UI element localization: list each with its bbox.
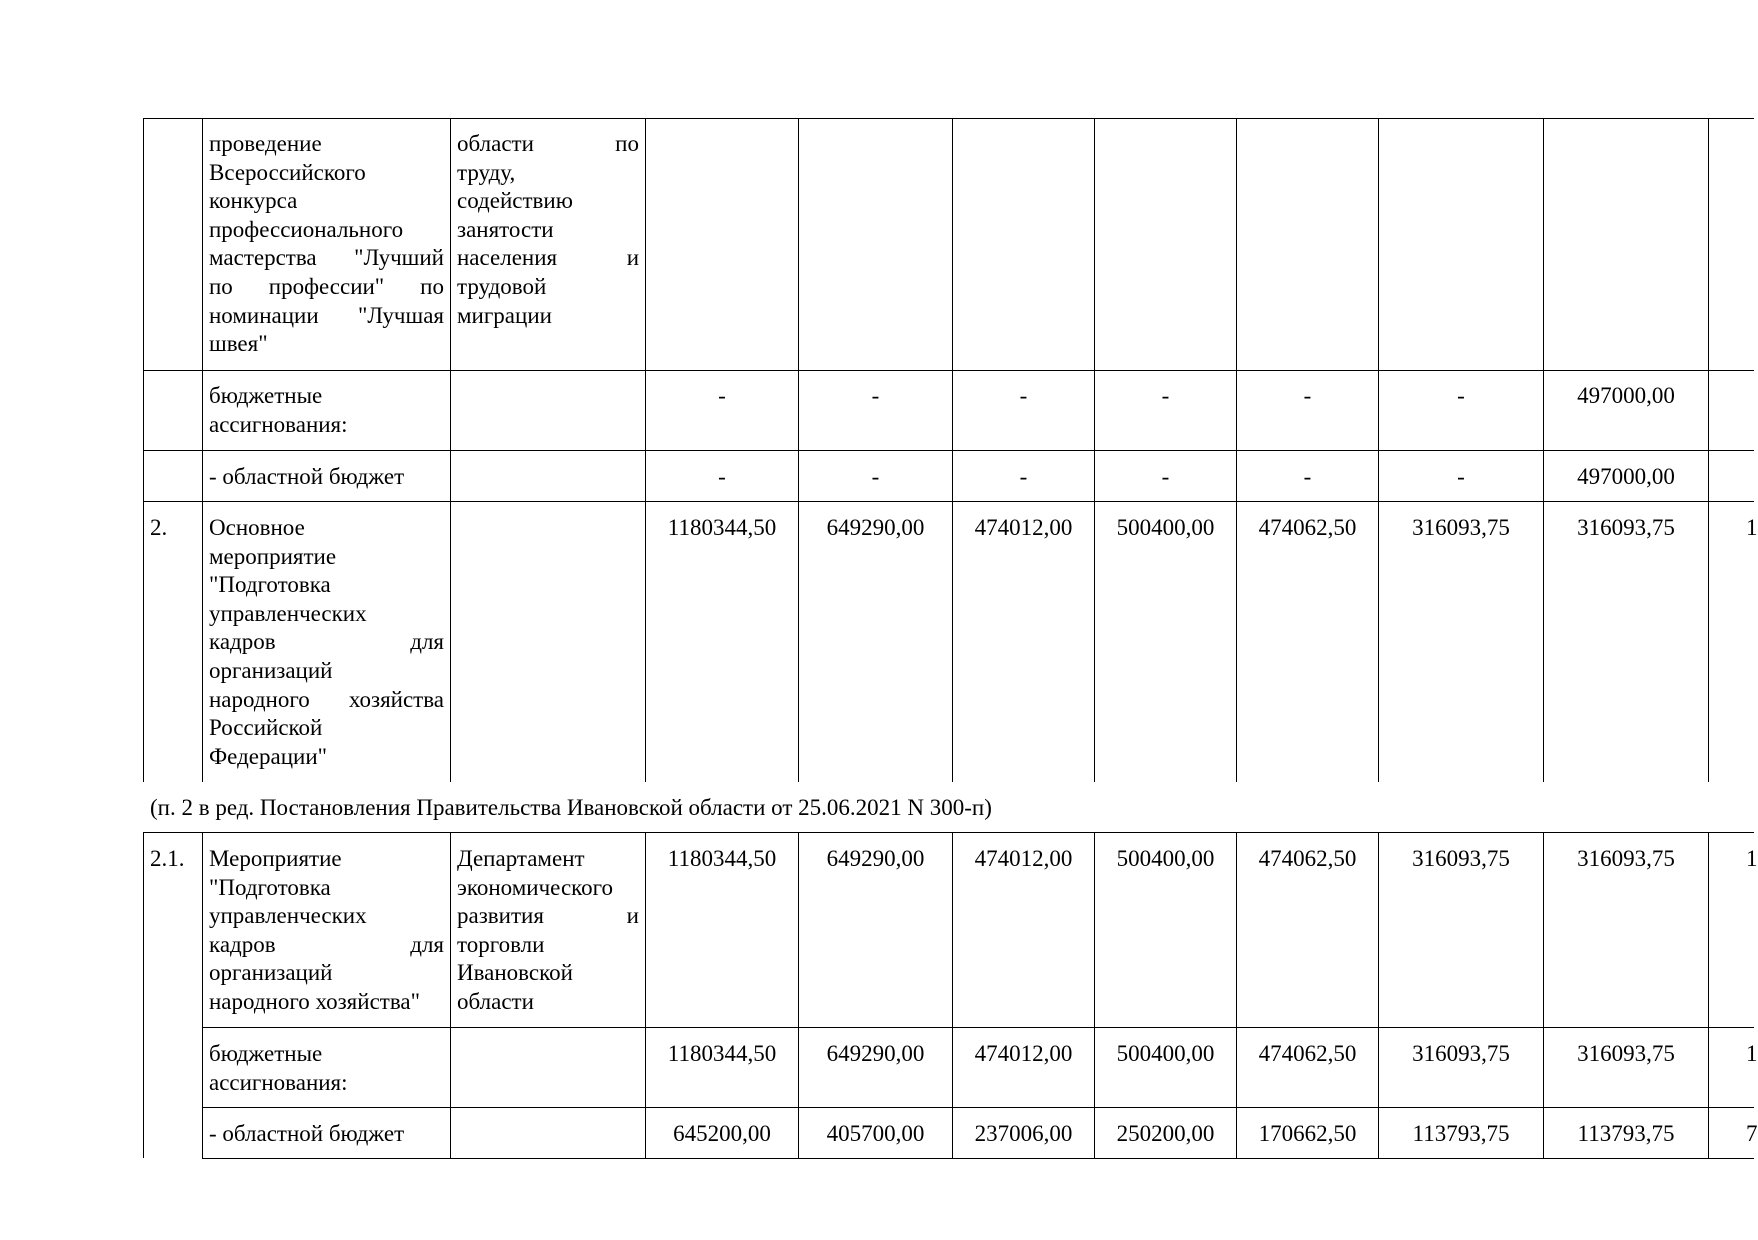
- text-line: содействию: [457, 188, 573, 214]
- text-line: миграции: [457, 302, 552, 328]
- text-line: Российской: [209, 715, 323, 741]
- row5-value-3: 474012,00: [974, 846, 1073, 871]
- column-border: [450, 118, 451, 782]
- row3-value-1: -: [718, 464, 726, 489]
- column-border: [952, 118, 953, 782]
- row7-name-cell: - областной бюджет: [209, 1121, 405, 1146]
- row6-value-5: 474062,50: [1258, 1041, 1357, 1066]
- row5-number-cell: 2.1.: [150, 846, 185, 871]
- amendment-note: (п. 2 в ред. Постановления Правительства Ивановской области от 25.06.2021 N 300-п): [150, 795, 992, 820]
- row4-value-1: 1180344,50: [667, 515, 777, 540]
- text-line: развития и: [457, 903, 639, 929]
- text-line: швея": [209, 331, 268, 357]
- row4-value-6: 316093,75: [1412, 515, 1510, 540]
- column-border: [798, 118, 799, 782]
- text-line: Департамент: [457, 846, 585, 871]
- text-line: управленческих: [209, 903, 367, 929]
- text-line: профессионального: [209, 216, 404, 242]
- row7-value-1: 645200,00: [673, 1121, 771, 1146]
- row3-value-4: -: [1161, 464, 1170, 489]
- column-border: [1378, 832, 1379, 1158]
- column-border: [645, 832, 646, 1158]
- row6-value-1: 1180344,50: [667, 1041, 777, 1066]
- text-line: организаций: [209, 657, 333, 683]
- text-line: экономического: [457, 874, 614, 900]
- text-line: кадров для: [209, 629, 444, 655]
- column-border: [1708, 118, 1709, 782]
- text-line: мастерства "Лучший: [209, 245, 444, 271]
- text-line: "Подготовка: [209, 874, 331, 900]
- text-line: проведение: [209, 131, 322, 156]
- row1-name-cell: [209, 130, 444, 359]
- row6-value-7: 316093,75: [1577, 1041, 1675, 1066]
- row-border: [202, 1158, 1754, 1159]
- row2-value-6: -: [1457, 383, 1465, 408]
- row3-value-3: -: [1019, 464, 1028, 489]
- row4-name-cell: [209, 514, 444, 771]
- row3-value-2: -: [871, 464, 880, 489]
- row-border: [143, 450, 1754, 451]
- row4-number-cell: 2.: [150, 515, 168, 540]
- column-border: [143, 832, 144, 1158]
- row2-value-1: -: [718, 383, 726, 408]
- row5-value-4: 500400,00: [1116, 846, 1215, 871]
- row5-value-1: 1180344,50: [667, 846, 777, 871]
- row6-value-2: 649290,00: [826, 1041, 925, 1066]
- row5-executor-cell: [457, 845, 639, 1017]
- text-line: управленческих: [209, 600, 367, 626]
- row2-value-7: 497000,00: [1577, 383, 1675, 408]
- row-border: [143, 832, 1754, 833]
- text-line: кадров для: [209, 931, 444, 957]
- row5-value-8: 1: [1746, 846, 1758, 871]
- row4-value-3: 474012,00: [974, 515, 1073, 540]
- row3-value-7: 497000,00: [1577, 464, 1675, 489]
- text-line: области по: [457, 131, 639, 156]
- row4-value-8: 1: [1746, 515, 1758, 540]
- row7-value-5: 170662,50: [1258, 1121, 1357, 1146]
- text-line: Мероприятие: [209, 846, 342, 871]
- text-line: занятости: [457, 216, 554, 242]
- row3-name-cell: - областной бюджет: [209, 464, 405, 489]
- row7-value-6: 113793,75: [1412, 1121, 1510, 1146]
- row4-value-7: 316093,75: [1577, 515, 1675, 540]
- column-border: [798, 832, 799, 1158]
- column-border: [202, 118, 203, 782]
- row3-value-5: -: [1303, 464, 1312, 489]
- row7-value-2: 405700,00: [826, 1121, 925, 1146]
- row4-value-2: 649290,00: [826, 515, 925, 540]
- row2-value-4: -: [1161, 383, 1170, 408]
- row1-executor-cell: [457, 130, 639, 330]
- row-border: [202, 1027, 1754, 1028]
- text-line: области: [457, 988, 534, 1014]
- column-border: [1236, 118, 1237, 782]
- column-border: [450, 832, 451, 1158]
- column-border: [952, 832, 953, 1158]
- column-border: [1543, 118, 1544, 782]
- text-line: трудовой: [457, 273, 547, 299]
- row5-value-5: 474062,50: [1258, 846, 1357, 871]
- row4-value-5: 474062,50: [1258, 515, 1357, 540]
- text-line: по профессии" по: [209, 273, 444, 299]
- column-border: [1708, 832, 1709, 1158]
- row7-value-3: 237006,00: [974, 1121, 1073, 1146]
- row6-name-cell: [209, 1040, 348, 1097]
- text-line: населения и: [457, 245, 639, 271]
- text-line: Федерации": [209, 743, 328, 769]
- row5-value-7: 316093,75: [1577, 846, 1675, 871]
- column-border: [1094, 118, 1095, 782]
- text-line: торговли: [457, 931, 545, 957]
- row2-value-3: -: [1019, 383, 1028, 408]
- column-border: [1094, 832, 1095, 1158]
- text-line: "Подготовка: [209, 572, 331, 598]
- row-border: [202, 1107, 1754, 1108]
- row7-value-8: 7: [1746, 1121, 1758, 1146]
- row6-value-3: 474012,00: [974, 1041, 1073, 1066]
- text-line: Основное: [209, 515, 305, 540]
- text-line: организаций: [209, 960, 333, 986]
- row7-value-7: 113793,75: [1577, 1121, 1675, 1146]
- row2-value-5: -: [1303, 383, 1312, 408]
- row6-value-8: 1: [1746, 1041, 1758, 1066]
- text-line: ассигнования:: [209, 411, 348, 437]
- text-line: номинации "Лучшая: [209, 302, 444, 328]
- text-line: труду,: [457, 159, 516, 185]
- text-line: народного хозяйства": [209, 988, 420, 1014]
- column-border: [143, 118, 144, 782]
- column-border: [202, 832, 203, 1158]
- column-border: [1236, 832, 1237, 1158]
- column-border: [1378, 118, 1379, 782]
- text-line: Ивановской: [457, 960, 573, 986]
- text-line: бюджетные: [209, 383, 323, 408]
- text-line: конкурса: [209, 188, 298, 214]
- column-border: [645, 118, 646, 782]
- text-line: Всероссийского: [209, 159, 366, 185]
- row5-value-6: 316093,75: [1412, 846, 1510, 871]
- row6-value-6: 316093,75: [1412, 1041, 1510, 1066]
- text-line: ассигнования:: [209, 1069, 348, 1095]
- row7-value-4: 250200,00: [1116, 1121, 1215, 1146]
- row-border: [143, 118, 1754, 119]
- row-border: [143, 370, 1754, 371]
- row4-value-4: 500400,00: [1116, 515, 1215, 540]
- row5-value-2: 649290,00: [826, 846, 925, 871]
- text-line: народного хозяйства: [209, 686, 444, 712]
- row2-value-2: -: [871, 383, 880, 408]
- text-line: мероприятие: [209, 543, 337, 569]
- row5-name-cell: [209, 845, 444, 1017]
- text-line: бюджетные: [209, 1041, 323, 1066]
- row2-name-cell: [209, 382, 348, 439]
- row6-value-4: 500400,00: [1116, 1041, 1215, 1066]
- row3-value-6: -: [1457, 464, 1465, 489]
- row-border: [143, 501, 1754, 502]
- column-border: [1543, 832, 1544, 1158]
